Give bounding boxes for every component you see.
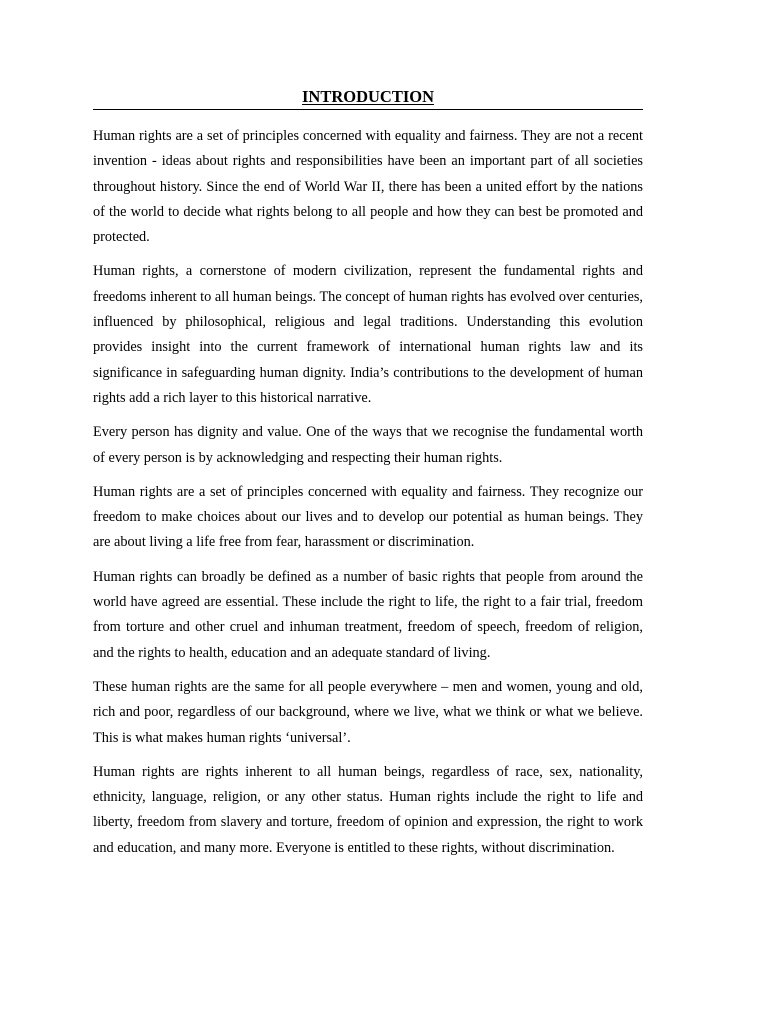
document-page [93, 86, 643, 870]
paragraph-1: Human rights are a set of principles concerned with equality and fairness. They are not a recent invention - ideas about rights and responsibilities have been an important part of all societies throughout history. Since the end of World War II, there has been a united effort by the nations of the world to decide what rights belong to all people and how they can best be promoted and protected. [93, 128, 643, 246]
page-title: INTRODUCTION [301, 87, 435, 106]
paragraph-4: Human rights are a set of principles concerned with equality and fairness. They recognize our freedom to make choices about our lives and to develop our potential as human beings. They are about living a life free from fear, harassment or discrimination. [93, 483, 643, 551]
paragraph-2: Human rights, a cornerstone of modern civilization, represent the fundamental rights and freedoms inherent to all human beings. The concept of human rights has evolved over centuries, influenced by philosophical, religious and legal traditions. Understanding this evolution provides insight into the current framework of international human rights law and its significance in safeguarding human dignity. India’s contributions to the development of human rights add a rich layer to this historical narrative. [93, 263, 644, 406]
paragraph-3: Every person has dignity and value. One of the ways that we recognise the fundamental worth of every person is by acknowledging and respecting their human rights. [93, 424, 643, 466]
paragraph-6: These human rights are the same for all people everywhere – men and women, young and old, rich and poor, regardless of our background, where we live, what we think or what we believe. This is what makes human rights ‘universal’. [93, 678, 643, 746]
title-rule [93, 86, 643, 110]
paragraph-5: Human rights can broadly be defined as a number of basic rights that people from around the world have agreed are essential. These include the right to life, the right to a fair trial, freedom from torture and other cruel and inhuman treatment, freedom of speech, freedom of religion, and the rights to health, education and an adequate standard of living. [93, 568, 643, 661]
paragraph-7: Human rights are rights inherent to all human beings, regardless of race, sex, nationality, ethnicity, language, religion, or any other status. Human rights include the right to life and liberty, freedom from slavery and torture, freedom of opinion and expression, the right to work and education, and many more. Everyone is entitled to these rights, without discrimination. [93, 763, 643, 856]
